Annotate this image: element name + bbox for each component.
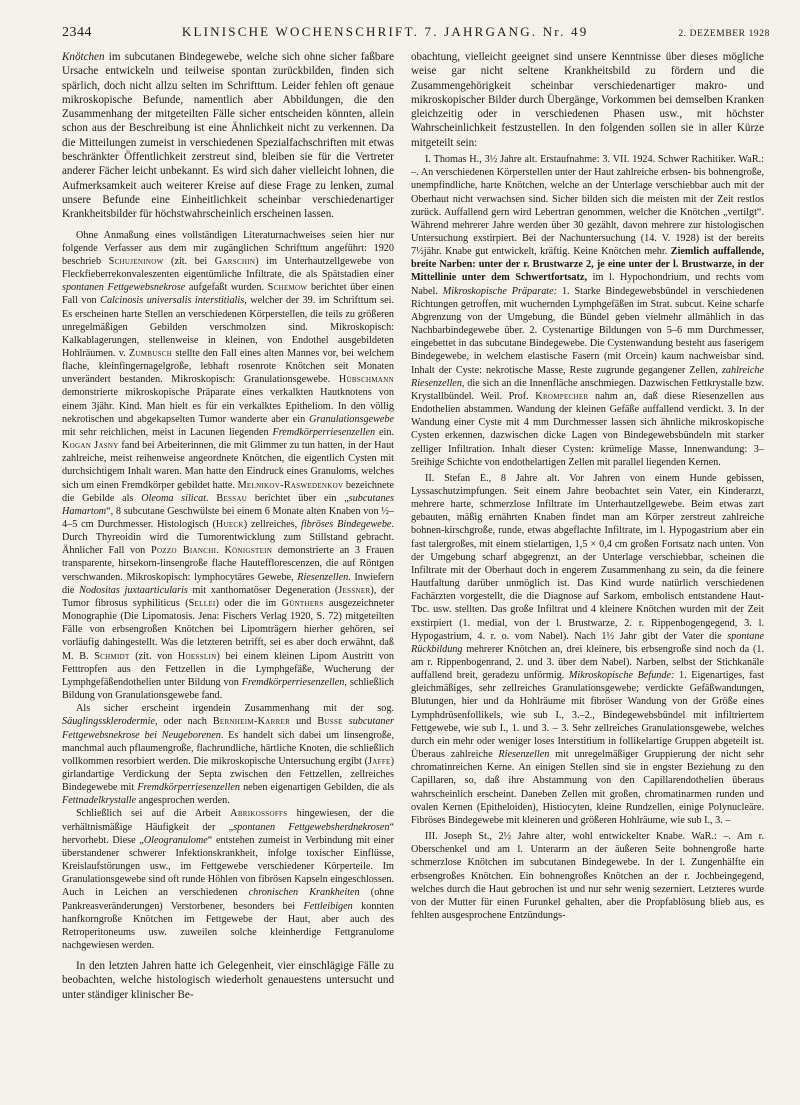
text-run: aufgefaßt wurden. [185,282,268,294]
emphasis: spontanen Fettgewebsherdnekrosen [233,821,390,833]
emphasis: Mikroskopische Präparate: [442,285,558,297]
author-name: Kogan Jasny [62,440,119,452]
text-run: , oder nach [155,716,213,728]
author-name: Schemow [267,282,308,294]
author-name: Pozzo Bianchi [150,545,217,557]
emphasis: Riesenzellen [297,571,349,583]
text-run: ) bei einem kleinen Lipom Austritt von Fetttropfen aus den Fettzellen in die Lymphgefäße, Wucherung der Lymphgefäßendothelien unter Bildung von [62,650,394,688]
text-run: , welcher der 39. im Schrifttum sei. Es erscheinen harte Stellen an verschiedenen Körperstellen, die teils zu größeren unregelmäßigen Gebilden verschmolzen sind. Mikroskopisch: Kalkablagerungen, stellenweise in kleinen, von Endothel ausgebildeten Hohlräumen. v. [62,295,394,359]
author-name: Jaffe [368,755,391,767]
emphasis: Granulationsgewebe [309,413,394,425]
journal-title: KLINISCHE WOCHENSCHRIFT. 7. JAHRGANG. Nr. 49 [181,24,589,39]
text-run: “ entstehen zumeist in Verbindung mit einer überstandener schwerer Infektionskrankheit, infolge toxischer Einflüsse, Kreislaufstörungen usw., im Fettgewebe verschiedener Körperteile. Im Granulationsgewebe sind oft runde Höhlen von fibrösen Kapseln eingeschlossen. Auch in Leichen an verschiedenen [62,834,394,899]
text-run: fand bei Arbeiterinnen, die mit Glimmer zu tun hatten, in der Haut zahlreiche, meist reihenweise angeordnete Knötchen, die eigentlich Cysten mit durchsichtigem Inhalt waren. Man hatte den Eindruck eines Granuloms, welches sich um einen Fremdkörper gebildet hatte. [62,440,394,491]
text-run: ) im Unterhautzellgewebe von Fleckfieberrekonvaleszenten eigentümliche Infiltrate, die als Spätstadien einer [62,255,394,281]
case-report-3: III. Joseph St., 2½ Jahre alter, wohl entwickelter Knabe. WaR.: –. Am r. Oberschenkel und am l. Unterarm an der äußeren Seite bohnengroße harte schmerzlose Knötchen im subcutanen Bindegewebe. In der l. Zungenhälfte ein erbsengroßes Knötchen. Ein bohnengroßes Knötchen an der r. Jochbeingegend, welches durch die Haut gebrochen ist und nur sehr wenig sezerniert. Letzteres wurde von der Mutter für einen Furunkel gehalten, aber die Propfablösung blieb aus, es fehlten ausgesprochene Entzündungs- [411,831,764,921]
emphasis: spontanen Fettgewebsnekrose [62,282,186,294]
emphasis: Fremdkörperriesenzellen [272,426,376,438]
text-run: hingewiesen, der die verhältnismäßige Häufigkeit der „ [62,808,394,833]
text-run: neben eigenartigen Gebilden, die als [239,782,394,794]
right-column [411,50,764,1099]
text-run: (ohne Pankreasveränderungen) Verstorbener, besonders bei [62,887,394,912]
text-run: demonstrierte an 3 Frauen transparente, hirsekorn-linsengroße flache Hautefflorescenzen, die auf Röntgen verschwanden. Mikroskopisch: lymphocytäres Gewebe, [62,545,394,583]
author-name: Garschin [214,255,256,267]
text-run: stellte den Fall eines alten Mannes vor, bei welchem flache, kleinfingernagelgroße, lebhaft rosenrote Knötchen seit Monaten unverändert bestanden. Mikroskopisch: Granulationsgewebe. [62,347,394,386]
text-run: . Es handelt sich dabei um linsengroße, manchmal auch pflaumengroße, flachrundliche, härtliche Knoten, die schließlich vollkommen resorbiert werden. Die mikroskopische Untersuchung ergibt ( [62,729,394,767]
author-name: Melnikov-Raswedenkov [237,479,344,491]
author-name: Schmidt [94,650,130,662]
text-run: ) girlandartige Verdickung der Septa zwischen den Fettzellen, zellreiches Bindegewebe mit [62,755,394,794]
text-run: demonstrierte mikroskopische Präparate eines verkalkten Hautknotens von einem 3jähr. Kind. Man hielt es für ein verkalktes Epitheliom. In den völlig nekrotischen und abgekapselten Tumor wanderte aber ein [62,387,394,425]
text-run: angesprochen werden. [136,795,230,807]
text-run: und [290,716,318,728]
case-report-1 [411,153,764,469]
text-run: ein. [375,426,394,438]
emphasis: Fremdkörperriesenzellen [137,782,240,794]
text-run: ) oder die im [215,597,282,609]
paragraph [62,229,394,703]
page-number: 2344 [62,25,92,40]
text-run: berichtet über ein „ [247,492,349,504]
text-run: ) zellreiches, [243,519,301,530]
text-run: I. Thomas H., 3½ Jahre alt. Erstaufnahme: 3. VII. 1924. Schwer Rachitiker. WaR.: –. An verschiedenen Körperstellen unter der Haut zahlreiche erbsen- bis bohnengroße, unempfindliche, harte Knötchen, welche an der Unterlage verschiebbar auch mit der Oberhaut nicht verwachsen sind. Sicher bilden sich die meisten mit der Zeit restlos zurück. Auffallend gern wird Lebertran genommen, welcher die Knötchen „vertilgt“. Während mehrerer Jahre werden über 30 gezählt, davon mehrere zur histologischen Untersuchung exstirpiert. Bei der Nachuntersuchung (14. V. 1928) ist der bereits 7½jähr. Knabe gut entwickelt, kräftig. Keine Knötchen mehr. [411,154,764,258]
text-run: ausgezeichneter Monographie (Die Lipomatosis. Jena: Fischers Verlag 1920, S. 72) mitgeteilten Fälle von erbsengroßen Knötchen bei Lipomträgern hierher gehören, sei vorläufig dahingestellt. Was die letzteren betrifft, sei es aber doch erwähnt, daß M. B. [62,597,394,662]
text-run: Als sicher erscheint irgendein Zusammenhang mit der sog. [76,703,394,715]
emphasis: Säuglingssklerodermie [62,716,155,728]
author-name: Königstein [224,545,273,557]
author-name: Hoesslin [177,650,217,662]
text-run: “ hervorhebt. Diese „ [62,821,394,846]
emphasis: chronischen Krankheiten [248,887,360,899]
text-run: Ohne Anmaßung eines vollständigen Literaturnachweises seien hier nur folgende Verfasser aus dem mir zugänglichen Schrifttum angeführt: 1920 beschrieb [62,229,394,267]
paragraph [62,50,394,222]
text-run: Schließlich sei auf die Arbeit [76,808,231,820]
author-name: Bessau [216,492,248,504]
issue-date: 2. DEZEMBER 1928 [678,29,770,39]
text-run: konnten hanfkorngroße Knötchen im Fettgewebe der Haut, aber auch des Retroperitoneums usw. zuweilen solche kleinherdige Fettgranulome nachgewiesen werden. [62,900,394,951]
emphasis: Oleogranulome [143,834,208,846]
running-header [62,24,770,46]
emphasis: Mikroskopische Befunde: [568,670,675,682]
text-run: mit xanthomatöser Degeneration ( [187,584,339,596]
emphasis: subcutanes Hamartom [62,492,394,517]
text-run: (zit. von [129,650,178,662]
paragraph [62,807,394,952]
left-column [62,50,394,1099]
text-run: “, 8 subcutane Geschwülste bei einem 6 Monate alten Knaben von ½–4–5 cm Durchmesser. Histologisch ( [62,505,394,530]
text-run: mehrerer Knötchen an, drei kleinere, bis erbsengroße sind noch da (1. am r. Rippenbogenrand, 2. und 3. über dem Nabel). Narben, selbst der Stichkanäle auffallend breit, geradezu unförmig. [411,643,764,682]
emphasis: zahlreiche Riesenzellen [411,364,764,389]
text-run: mit sehr reichlichen, meist in Lacunen liegenden [62,426,273,438]
text-run: im l. Hypochondrium, und rechts vom Nabel. [411,272,764,297]
emphasis: Riesenzellen [498,749,550,761]
author-name: Jessner [338,584,371,596]
author-name: Hueck [215,519,244,530]
author-name: Hübschmann [338,374,394,386]
text-run: . Inwiefern die [62,571,394,596]
emphasis: spontane Rückbildung [411,630,764,655]
emphasis: Knötchen [62,51,105,63]
author-name: Abrikossoffs [230,808,288,820]
text-run: 1. Starke Bindegewebsbündel in verschiedenen Richtungen getroffen, mit wuchernden Lymphgefäßen im Strat. subcut. Keine scharfe Abgrenzung von der Umgebung, die Bündel geben vielmehr allmählich in das Nachbarbindegewebe über. 2. Cystenartige Bildungen von 5–6 mm Durchmesser, eingebettet in das subcutane Bindegewebe. Die Cystenwandung besteht aus faserigem Bindegewebe, in welchem elastische Fasern (mit Orcein) kaum nachweisbar sind. Inhalt der Cyste: nekrotische Masse, Reste zugrunde gegangener Zellen, [411,285,764,376]
author-name: Sellei [188,597,216,609]
text-run: im subcutanen Bindegewebe, welche sich ohne sicher faßbare Ursache entwickeln und teilweise spontan zurückbilden, finden sich spärlich, doch nicht allzu selten im Schrifttum. Leider fehlen oft genaue mikroskopische Befunde, namentlich aber Abbildungen, die den Zusammenhang der mitgeteilten Fälle sicher entscheiden könnten, allein schon aus der Beschreibung ist eine Ähnlichkeit nicht zu verkennen. Da die Mitteilungen zumeist in verschiedenen Spezialfachschriften mit etwas beschränkter Öffentlichkeit zerstreut sind, bleiben sie für die Vertreter anderer Fächer leicht unbekannt. Es wird sich daher vielleicht lohnen, die Aufmerksamkeit auch weiterer Kreise auf diese Frage zu lenken, zumal unsere Befunde eine Einheitlichkeit scheinbar verschiedenartiger Krankheitsbilder für höchstwahrscheinlich erscheinen lassen. [62,51,394,221]
author-name: Bernheim-Karrer [212,716,291,728]
text-run: berichtet über einen Fall von [62,282,394,307]
author-name: Zumbusch [128,347,173,359]
paragraph [62,702,394,807]
paragraph: In den letzten Jahren hatte ich Gelegenheit, vier einschlägige Fälle zu beobachten, welche histologisch wiederholt genauestens untersucht und unter ständiger klinischer Be- [62,960,394,1001]
emphasis: Nodositas juxtaarticularis [79,584,188,596]
emphasis: fibröses Bindegewebe [301,519,392,530]
text-run: , die sich an die Innenfläche anschmiegen. Dazwischen Fettkrystalle bzw. Krystallbündel. Weil. Prof. [411,377,764,402]
emphasis: Fremdkörperriesenzellen [241,676,345,688]
paragraph: obachtung, vielleicht geeignet sind unsere Kenntnisse über dieses mögliche weise gar nicht seltene Krankheitsbild zu fördern und die Zusammengehörigkeit scheinbar verschiedenartiger makro- und mikroskopischer Bilder durch Übergänge, Vorkommen bei demselben Kranken gleichzeitig oder in verschiedenen Phasen usw., mit höchster Wahrscheinlichkeit festzustellen. In den folgenden sollen sie in aller Kürze mitgeteilt sein: [411,51,764,149]
author-name: Krompecher [535,390,589,402]
emphasis: Fettnadelkrystalle [62,795,137,807]
text-run: , schließlich Bildung von Granulationsgewebe fand. [62,676,394,702]
emphasis: Fettleibigen [303,900,353,912]
text-run: bezeichnete die Gebilde als [62,479,394,504]
text-run: ), der Tumor fibrosus syphiliticus ( [62,584,394,609]
author-name: Günthers [281,597,324,609]
case-report-2 [411,472,764,827]
text-run: . Durch Thyreoidin wird die Tumorentwicklung zum Stillstand gebracht. Ähnlicher Fall von [62,519,394,557]
text-run: (zit. bei [163,255,215,267]
bold-text: Ziemlich auffallende, breite Narben: unter der r. Brustwarze 2, je eine unter der l. Brustwarze, in der Mittellinie unter dem Schwertfortsatz, [411,246,764,284]
text-run: mit unregelmäßiger Gruppierung der nicht sehr chromatinreichen Kerne. An einigen Stellen sind sie in engster Beziehung zu den Capillaren, so, daß ihre Abstammung von den Capillarendothelien überaus wahrscheinlich erscheint. Daneben Zellen mit großen, chromatinarmen runden und ovalen Kernen (Epitheloiden), Histiocyten, kleine Rundzellen, einige Polynucleäre. Fibröses Bindegewebe mit kleineren und größeren Hohlräume, wie sub I., 3. – [411,749,764,826]
text-run: nahm an, daß diese Riesenzellen aus Endothelien abstammen. Wandung der kleinen Gefäße auffallend verdickt. 3. In der Wandung einer Cyste mit 4 mm Durchmesser lassen sich ähnliche mikroskopische Cysten erkennen, dazwischen dicke Lagen von Bindegewebsbündeln mit starker zelliger Infiltration. Inhalt dieser Cysten: krümelige Masse, Innenwandung: 3–5reihige Schichte von endothelartigen Zellen mit parallel liegenden Kernen. [411,390,764,468]
text-run: 1. Eigenartiges, fast gleichmäßiges, sehr zellreiches Granulationsgewebe; verdickte Gefäßwandungen, Blutungen, hier und da Hohlräume mit fibröser Wandung von der Größe eines Lymphdrüsenfollikels, wie sub I., 3.–2., Bindegewebsbündel mit infiltriertem Fettgewebe, wie sub I., 1. und 3. – 3. Sehr zellreiches Granulationsgewebe, welches durch ein mehr oder weniger loses Interstitium in follikelartige Gruppen abgeteilt ist. Überaus zahlreiche [411,670,764,761]
emphasis: Oleoma silicat. [141,492,209,504]
text-run: II. Stefan E., 8 Jahre alt. Vor Jahren von einem Hunde gebissen, Lyssaschutzimpfungen. Seit einem Jahre beobachtet sein Vater, ein Kinderarzt, mehrere harte, schmerzlose Infiltrate im Unterhautzellgewebe. Beim etwas zart gebauten, mäßig ernährten Knaben findet man am Körper zerstreut zahlreiche bohnen-kirschgroße, runde, etwas abgeflachte Infiltrate, im l. Hypogastrium aber ein fast talergroßes, mit einem stielartigen, 1,5 × 0,4 cm großen Fortsatz nach unten. Von der Umgebung scharf abgegrenzt, an der Unterlage verschiebbar, scheinen die Infiltrate mit der Oberhaut doch in engerem Zusammenhang zu sein, da die feinere Hautfaltung darüber unmöglich ist. Das Kind wurde natürlich verschiedenen Fachärzten vorgestellt, die die Diagnose auf Sarkom, embolisch entstandene Haut-Tbc. usw. stellten. Das große Infiltrat und 4 kleinere Knötchen wurden mit der Zeit exstirpiert (1. medial, von der l. Brustwarze, 2. r. Rippenbogengegend, 3. l. Hypogastrium, 4. r. o. vom Nabel). Nach 1½ Jahr gibt der Vater die [411,472,764,642]
text-run: . [216,545,225,557]
author-name: Schujeninow [108,255,164,267]
emphasis: subcutaner Fettgewebsnekrose bei Neugeborenen [62,716,394,741]
author-name: Busse [317,716,343,728]
emphasis: Calcinosis universalis interstitialis [100,295,245,307]
